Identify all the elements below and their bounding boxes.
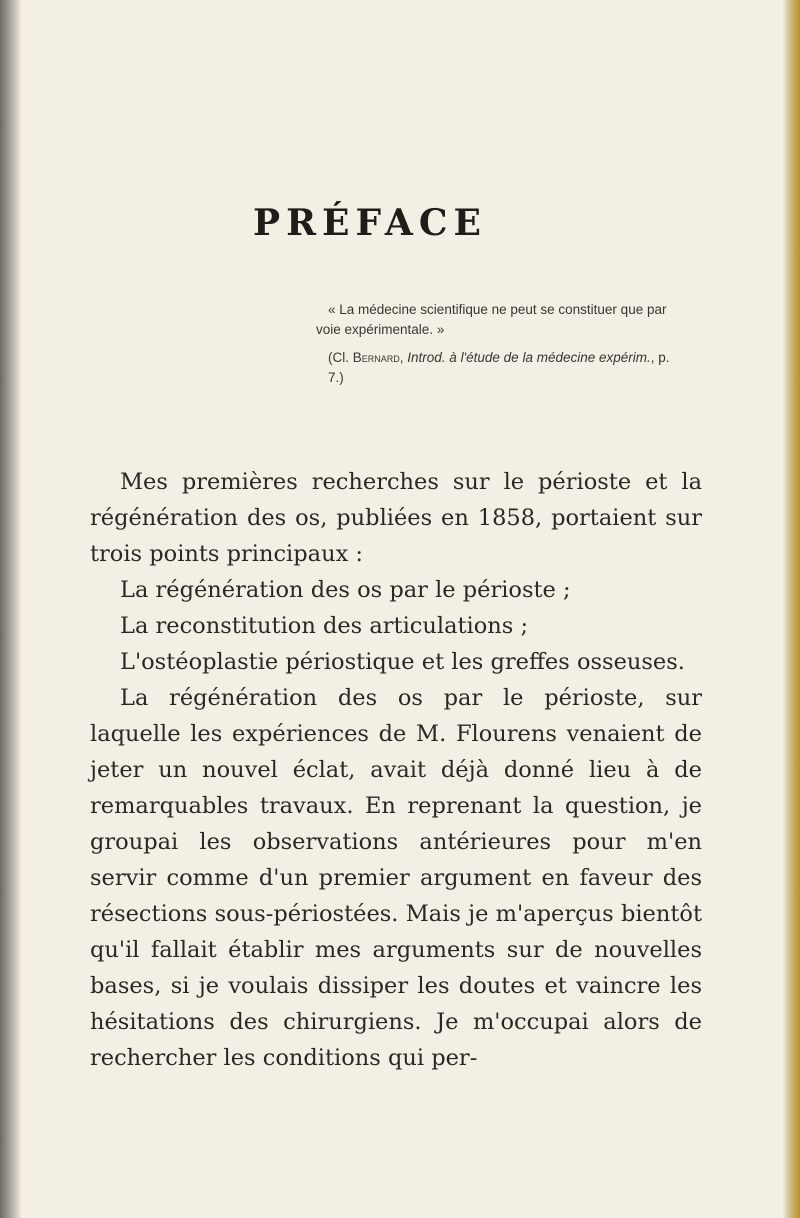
epigraph <box>316 300 676 388</box>
page-binding-shadow <box>0 0 22 1218</box>
page-title: PRÉFACE <box>253 202 487 245</box>
citation-prefix: (Cl. <box>328 350 353 365</box>
list-item-regeneration: La régénération des os par le périoste ; <box>120 577 571 603</box>
page-edge-gilt <box>782 0 800 1218</box>
epigraph-citation: (Cl. Bernard, Introd. à l'étude de la médecine expérim., p. 7.) <box>328 350 670 385</box>
list-item-reconstitution: La reconstitution des articulations ; <box>120 613 529 639</box>
citation-author: Bernard <box>352 350 400 365</box>
paragraph-intro: Mes premières recherches sur le périoste et la régénération des os, publiées en 1858, portaient sur trois points principaux : <box>90 469 702 567</box>
list-item-osteoplastie: L'ostéoplastie périostique et les greffes osseuses. <box>120 649 685 675</box>
citation-work: Introd. à l'étude de la médecine expérim. <box>407 350 651 365</box>
citation-page: , p. 7.) <box>328 350 670 385</box>
paragraph-main: La régénération des os par le périoste, sur laquelle les expériences de M. Flourens venaient de jeter un nouvel éclat, avait déjà donné lieu à de remarquables travaux. En reprenant la question, je groupai les observations antérieures pour m'en servir comme d'un premier argument en faveur des résections sous-périostées. Mais je m'aperçus bientôt qu'il fallait établir mes arguments sur de nouvelles bases, si je voulais dissiper les doutes et vaincre les hésitations des chirurgiens. Je m'occupai alors de rechercher les conditions qui per- <box>90 685 702 1071</box>
epigraph-quote: « La médecine scientifique ne peut se constituer que par voie expérimentale. » <box>316 302 667 337</box>
body-text <box>90 464 702 1076</box>
